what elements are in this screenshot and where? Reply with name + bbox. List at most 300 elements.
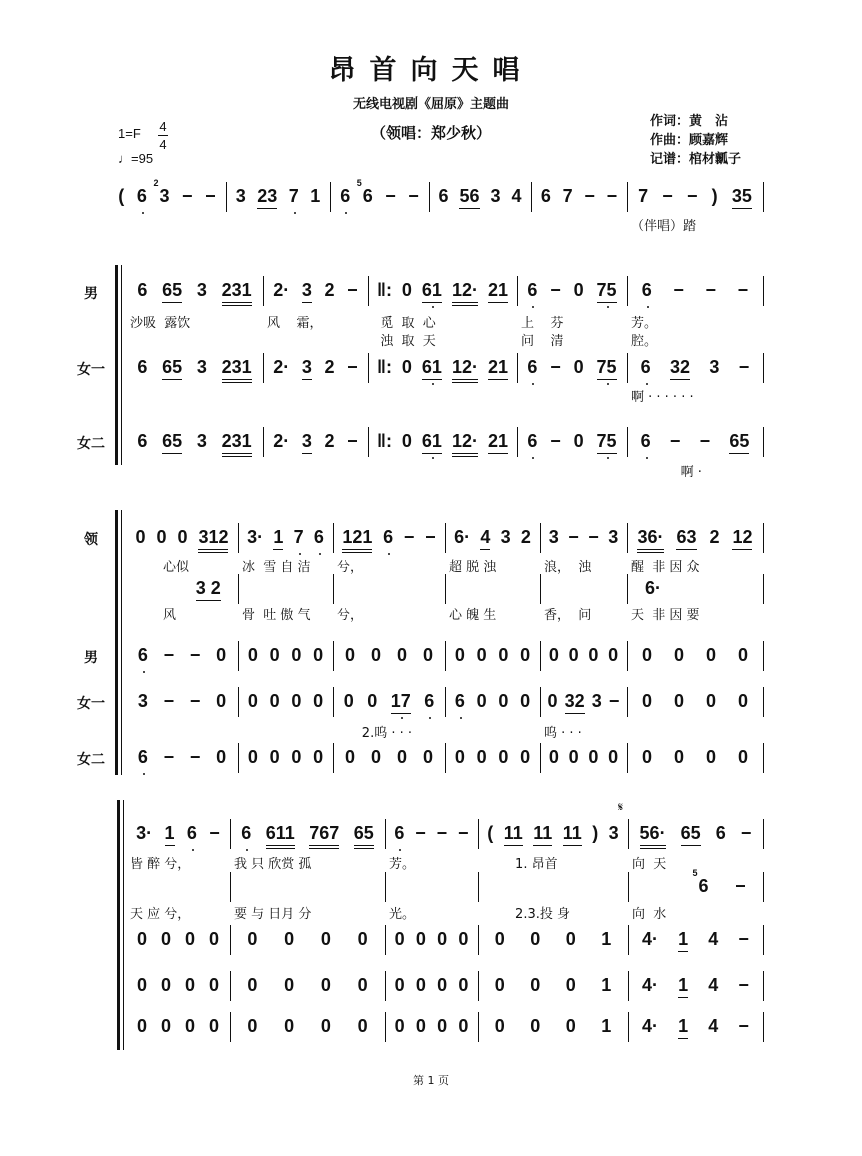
measure xyxy=(449,747,536,769)
note: − xyxy=(209,823,220,843)
lyric-text: 觅 取 心 xyxy=(372,316,436,331)
note: − xyxy=(669,431,681,451)
measure xyxy=(433,186,527,209)
note: 6 xyxy=(454,691,465,711)
barline xyxy=(368,353,369,383)
measure xyxy=(372,357,513,383)
lyric-text: 呜 · · · xyxy=(544,726,582,741)
note: 0 xyxy=(454,747,465,767)
barline xyxy=(628,971,629,1001)
measure xyxy=(234,929,381,951)
note: 2· xyxy=(273,357,290,377)
note: 0 xyxy=(394,1016,405,1036)
measure xyxy=(242,645,329,667)
note: 0 xyxy=(135,527,146,547)
barline xyxy=(230,925,231,955)
barline xyxy=(628,925,629,955)
note: 0 xyxy=(291,645,302,665)
note: 3· xyxy=(136,823,153,843)
note: 0 xyxy=(344,747,355,767)
note: 0 xyxy=(216,645,227,665)
barline xyxy=(763,872,764,902)
note: 0 xyxy=(415,929,426,949)
note: 1 xyxy=(678,929,688,952)
lead-singer: （领唱：郑少秋） xyxy=(370,124,491,142)
measure xyxy=(521,280,623,303)
note: 4 xyxy=(708,975,719,995)
measure xyxy=(130,747,234,769)
note: 1 xyxy=(273,527,283,550)
note: ‖: xyxy=(376,357,392,377)
note: 1 xyxy=(310,186,321,206)
measure xyxy=(112,178,222,208)
lyric-text: 醒 非 因 众 xyxy=(631,560,700,575)
note: 0 xyxy=(177,527,188,547)
note: 17 xyxy=(391,691,411,714)
note: 0 xyxy=(136,975,147,995)
barline xyxy=(333,687,334,717)
system-bracket xyxy=(115,510,118,775)
barline xyxy=(263,353,264,383)
barline xyxy=(540,523,541,553)
lyric-text: 向 水 xyxy=(632,907,667,922)
note: − xyxy=(735,876,746,896)
barline xyxy=(368,427,369,457)
note: 0 xyxy=(641,747,652,767)
time-sig-bottom: 4 xyxy=(159,137,167,152)
barline xyxy=(763,819,764,849)
note: 231 xyxy=(222,357,252,383)
note: 0 xyxy=(548,645,559,665)
note: 0 xyxy=(370,747,381,767)
note: 65 xyxy=(162,280,182,303)
note: 0 xyxy=(313,691,324,711)
note: 56· xyxy=(640,823,666,849)
note: 4 xyxy=(708,929,719,949)
note: 2 xyxy=(709,527,720,547)
barline xyxy=(478,872,479,902)
note: ) xyxy=(592,823,599,843)
note: 6 xyxy=(424,691,435,711)
note: 0 xyxy=(160,1016,171,1036)
note: 0 xyxy=(284,975,295,995)
note: 6 xyxy=(137,431,148,451)
lyric-text: 腔。 xyxy=(631,334,658,349)
note: 6· xyxy=(644,578,661,598)
measure xyxy=(632,929,759,952)
lyric-text: 冰 雪 自 洁 xyxy=(242,560,311,575)
note: 0 xyxy=(494,1016,505,1036)
measure xyxy=(230,186,326,209)
barline xyxy=(333,641,334,671)
note: 6 xyxy=(640,357,651,377)
note: 3 xyxy=(548,527,559,547)
lyric-segment xyxy=(482,903,624,922)
note: 0 xyxy=(216,691,227,711)
measure xyxy=(242,747,329,769)
barline xyxy=(627,523,628,553)
note: 3 xyxy=(196,357,207,377)
note: 0 xyxy=(520,747,531,767)
barline xyxy=(627,276,628,306)
note: 11 xyxy=(533,823,552,846)
barline xyxy=(478,971,479,1001)
note: 3 xyxy=(302,357,312,380)
note: 3 xyxy=(709,357,720,377)
note: 0 xyxy=(269,691,280,711)
grace-note: 5 xyxy=(356,178,362,188)
note: 23 xyxy=(257,186,277,209)
note: 0 xyxy=(136,1016,147,1036)
note: 6 xyxy=(527,280,538,300)
note: 0 xyxy=(184,1016,195,1036)
note: 6 xyxy=(137,645,148,665)
note: ) xyxy=(711,186,718,206)
note: 0 xyxy=(458,1016,469,1036)
label-female1: 女一 xyxy=(77,696,105,712)
barline xyxy=(478,1012,479,1042)
note: − xyxy=(588,527,599,547)
measure xyxy=(632,868,759,898)
measure xyxy=(234,1016,381,1038)
barline xyxy=(230,872,231,902)
measure xyxy=(482,1016,624,1038)
note: − xyxy=(568,527,579,547)
note: 0 xyxy=(160,929,171,949)
note: − xyxy=(403,527,415,547)
note: − xyxy=(458,823,469,843)
barline xyxy=(385,971,386,1001)
note: 611 xyxy=(266,823,295,849)
barline xyxy=(627,182,628,212)
barline xyxy=(445,574,446,604)
measure xyxy=(632,823,759,849)
lyric-segment xyxy=(544,722,623,741)
note: 6 xyxy=(137,280,148,300)
note: 0 xyxy=(673,645,684,665)
barline xyxy=(627,743,628,773)
note: 0 xyxy=(343,691,354,711)
barline xyxy=(763,182,764,212)
lyric-segment xyxy=(242,556,329,575)
note: 6 xyxy=(313,527,324,547)
note: 75 xyxy=(597,357,617,380)
note: 11 xyxy=(563,823,582,846)
lyric-text: 沙吸 露饮 xyxy=(130,316,191,331)
note: − xyxy=(550,431,561,451)
lyric-text: 芳。 xyxy=(389,857,416,872)
barline xyxy=(628,872,629,902)
label-female2: 女二 xyxy=(77,752,105,768)
note: − xyxy=(189,747,201,767)
barline xyxy=(763,743,764,773)
barline xyxy=(238,743,239,773)
barline xyxy=(333,523,334,553)
label-female1: 女一 xyxy=(77,362,105,378)
note: 3 xyxy=(235,186,246,206)
note: 0 xyxy=(458,975,469,995)
note: 4· xyxy=(642,975,659,995)
barline xyxy=(627,353,628,383)
note: − xyxy=(740,823,752,843)
note: 2 3 xyxy=(153,178,170,206)
lyric-segment xyxy=(337,604,441,623)
note: 0 xyxy=(530,975,541,995)
note: 65 xyxy=(162,357,182,380)
barline xyxy=(230,1012,231,1042)
note: 7 xyxy=(293,527,304,547)
note: − xyxy=(705,280,717,300)
note: 75 xyxy=(597,280,617,303)
note: 3 xyxy=(196,431,207,451)
grace-note: 2 xyxy=(153,178,159,188)
measure xyxy=(482,823,624,846)
note: 6 xyxy=(383,527,394,547)
note: 2 xyxy=(324,280,335,300)
note: 0 xyxy=(247,747,258,767)
note: 0 xyxy=(247,691,258,711)
note: 0 xyxy=(396,645,407,665)
note: 0 xyxy=(401,357,412,377)
note: 0 xyxy=(415,1016,426,1036)
measure xyxy=(449,691,536,713)
lyric-text: 啊 · xyxy=(631,465,702,480)
lyric-segment xyxy=(631,386,759,405)
barline xyxy=(385,1012,386,1042)
note: − xyxy=(163,747,175,767)
measure xyxy=(267,357,364,380)
note: 6 xyxy=(186,823,197,843)
note: 0 xyxy=(208,929,219,949)
measure xyxy=(631,747,759,769)
lyricist-credit: 作词：黄 沾 xyxy=(650,114,729,129)
note: 0 xyxy=(641,645,652,665)
barline xyxy=(226,182,227,212)
measure xyxy=(130,1016,226,1038)
note: 4 xyxy=(480,527,490,550)
note: 767 xyxy=(309,823,339,849)
barline xyxy=(540,743,541,773)
note: − xyxy=(189,645,201,665)
note: 35 xyxy=(732,186,752,209)
grace-note: 5 xyxy=(692,868,698,878)
note: 0 xyxy=(673,691,684,711)
label-male: 男 xyxy=(84,650,98,666)
note: 0 xyxy=(548,747,559,767)
lyric-text: 心 魄 生 xyxy=(449,608,497,623)
barline xyxy=(238,523,239,553)
lyric-segment xyxy=(372,330,513,349)
note: 75 xyxy=(597,431,617,454)
note: 3 xyxy=(608,823,619,843)
note: 0 xyxy=(156,527,167,547)
note: 2 xyxy=(324,431,335,451)
lyric-segment xyxy=(130,312,259,331)
note: 32 xyxy=(565,691,585,714)
note: 0 xyxy=(458,929,469,949)
lyric-text: 风 xyxy=(130,608,177,623)
note: 61 xyxy=(422,280,442,303)
lyric-segment xyxy=(449,604,536,623)
lyric-segment xyxy=(234,903,381,922)
barline xyxy=(333,574,334,604)
barline xyxy=(385,925,386,955)
note: 12· xyxy=(452,280,478,306)
note: − xyxy=(686,186,698,206)
barline xyxy=(763,427,764,457)
note: ‖: xyxy=(376,431,392,451)
note: 21 xyxy=(488,280,508,303)
lyric-text: 啊 · · · · · · xyxy=(631,390,694,405)
note: 0 xyxy=(588,645,599,665)
note: 6 xyxy=(527,357,538,377)
note: 6 xyxy=(641,280,652,300)
note: 3 xyxy=(137,691,148,711)
note: − xyxy=(425,527,436,547)
lyric-text: 2.呜 · · · xyxy=(337,726,412,741)
label-male: 男 xyxy=(84,286,98,302)
note: 3 xyxy=(302,280,312,303)
measure xyxy=(234,823,381,849)
note: 0 xyxy=(357,1016,368,1036)
note: − xyxy=(347,357,358,377)
measure xyxy=(449,645,536,667)
measure xyxy=(267,280,364,303)
note: 0 xyxy=(422,645,433,665)
measure xyxy=(544,691,623,714)
lyric-text: 天 应 兮， xyxy=(130,907,191,922)
measure xyxy=(544,645,623,667)
note: 21 xyxy=(488,357,508,380)
note: 6· xyxy=(454,527,471,547)
note: 0 xyxy=(247,975,258,995)
lyric-text: （伴唱）踏 xyxy=(631,219,697,234)
barline xyxy=(628,819,629,849)
note: 0 xyxy=(498,747,509,767)
note: 0 xyxy=(313,747,324,767)
note: 7 xyxy=(638,186,649,206)
note: − xyxy=(662,186,673,206)
barline xyxy=(385,872,386,902)
barline xyxy=(517,276,518,306)
note: 65 xyxy=(162,431,182,454)
lyric-text: 心似 xyxy=(130,560,190,575)
note: 6 xyxy=(137,357,148,377)
note: 1 xyxy=(165,823,175,846)
measure xyxy=(389,975,474,997)
lyric-text: 要 与 日月 分 xyxy=(234,907,312,922)
note: ‖: xyxy=(376,280,392,300)
note: 0 xyxy=(573,431,584,451)
barline xyxy=(627,641,628,671)
note: 0 xyxy=(357,975,368,995)
note: 0 xyxy=(313,645,324,665)
barline xyxy=(628,1012,629,1042)
measure xyxy=(632,975,759,998)
note: ( xyxy=(487,823,494,843)
note: 0 xyxy=(208,975,219,995)
lyric-segment xyxy=(544,556,623,575)
lyric-text: 浪， 浊 xyxy=(544,560,592,575)
lyric-text: 浊 取 天 xyxy=(372,334,436,349)
lyric-segment xyxy=(130,853,226,872)
note: 3 xyxy=(608,527,619,547)
note: 6 xyxy=(241,823,252,843)
barline xyxy=(517,353,518,383)
barline xyxy=(230,971,231,1001)
note: 0 xyxy=(394,929,405,949)
note: 3 xyxy=(302,431,312,454)
note: 0 xyxy=(705,747,716,767)
note: 0 xyxy=(357,929,368,949)
measure xyxy=(130,527,234,553)
measure xyxy=(130,975,226,997)
note: 0 xyxy=(737,691,748,711)
lyric-text: 天 非 因 要 xyxy=(631,608,700,623)
note: 0 xyxy=(422,747,433,767)
measure xyxy=(631,357,759,380)
note: 121 xyxy=(342,527,372,553)
lyric-text: 香， 问 xyxy=(544,608,592,623)
note: 6 xyxy=(527,431,538,451)
barline xyxy=(763,276,764,306)
note: 3 xyxy=(591,691,602,711)
note: − xyxy=(699,431,711,451)
barline xyxy=(445,641,446,671)
measure xyxy=(631,578,759,600)
note: 0 xyxy=(370,645,381,665)
note: 0 xyxy=(568,747,579,767)
note: 2· xyxy=(273,431,290,451)
measure xyxy=(631,691,759,713)
lyric-text: 向 天 xyxy=(632,857,667,872)
note: 11 xyxy=(504,823,523,846)
note: 0 xyxy=(320,929,331,949)
note: 5 6 xyxy=(356,178,373,206)
note: − xyxy=(205,186,216,206)
note: 61 xyxy=(422,431,442,454)
lyric-segment xyxy=(337,722,441,741)
barline xyxy=(333,743,334,773)
note: 0 xyxy=(344,645,355,665)
note: 7 xyxy=(288,186,299,206)
measure xyxy=(334,178,425,208)
measure xyxy=(130,929,226,951)
lyric-text: 兮， xyxy=(337,608,364,623)
barline xyxy=(445,687,446,717)
note: 0 xyxy=(520,691,531,711)
measure xyxy=(521,357,623,380)
note: 36· xyxy=(637,527,663,553)
barline xyxy=(230,819,231,849)
barline xyxy=(763,523,764,553)
barline xyxy=(627,687,628,717)
note: − xyxy=(608,691,620,711)
note: − xyxy=(738,1016,749,1036)
note: − xyxy=(550,280,561,300)
note: 12· xyxy=(452,431,478,457)
barline xyxy=(540,574,541,604)
note: 7 xyxy=(562,186,573,206)
note: 6 xyxy=(715,823,726,843)
lyric-segment xyxy=(631,312,759,331)
note: 61 xyxy=(422,357,442,380)
lyric-text: 超 脱 浊 xyxy=(449,560,497,575)
lyric-segment xyxy=(130,604,234,623)
note: 0 xyxy=(573,357,584,377)
note: − xyxy=(738,929,749,949)
key-signature: 1=F xyxy=(118,126,141,141)
